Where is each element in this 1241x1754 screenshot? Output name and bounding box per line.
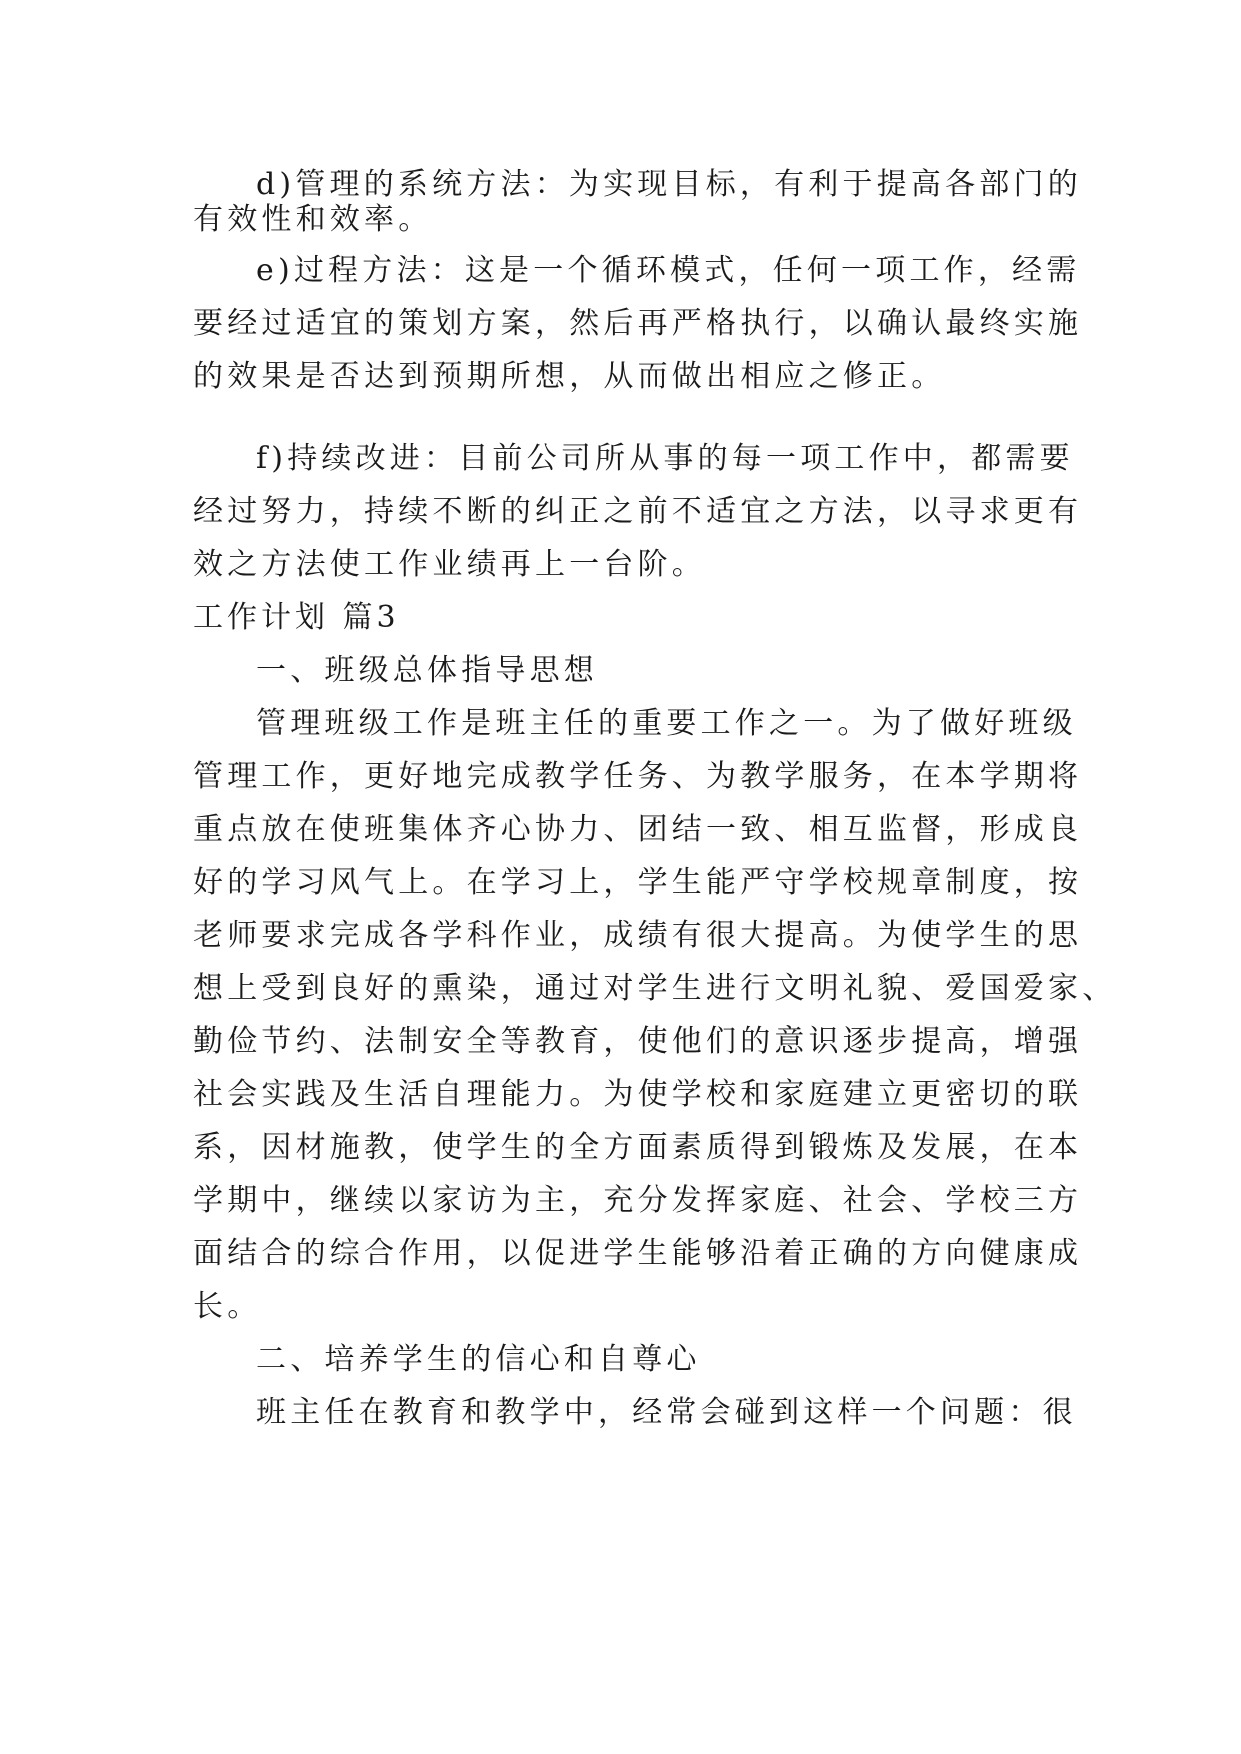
subsection-heading: 一、班级总体指导思想 — [256, 653, 598, 688]
text-line: 长。 — [193, 1289, 262, 1324]
text-line: 重点放在使班集体齐心协力、团结一致、相互监督，形成良 — [193, 812, 1083, 847]
text-line: 老师要求完成各学科作业，成绩有很大提高。为使学生的思 — [193, 918, 1083, 953]
text-line: 效之方法使工作业绩再上一台阶。 — [193, 547, 706, 582]
text-line: 好的学习风气上。在学习上，学生能严守学校规章制度，按 — [193, 865, 1083, 900]
text-line: 学期中，继续以家访为主，充分发挥家庭、社会、学校三方 — [193, 1183, 1083, 1218]
text-line: 要经过适宜的策划方案，然后再严格执行，以确认最终实施 — [193, 306, 1083, 341]
text-line: 社会实践及生活自理能力。为使学校和家庭建立更密切的联 — [193, 1077, 1083, 1112]
text-line: 管理班级工作是班主任的重要工作之一。为了做好班级 — [256, 706, 1077, 741]
text-line: e)过程方法：这是一个循环模式，任何一项工作，经需 — [256, 253, 1081, 288]
text-line: 系，因材施教，使学生的全方面素质得到锻炼及发展，在本 — [193, 1130, 1083, 1165]
text-line: 经过努力，持续不断的纠正之前不适宜之方法，以寻求更有 — [193, 494, 1083, 529]
section-heading: 工作计划 篇3 — [193, 600, 400, 635]
text-line: d)管理的系统方法：为实现目标，有利于提高各部门的 — [256, 167, 1082, 202]
text-line: 勤俭节约、法制安全等教育，使他们的意识逐步提高，增强 — [193, 1024, 1083, 1059]
text-line: 班主任在教育和教学中，经常会碰到这样一个问题：很 — [256, 1395, 1077, 1430]
text-line: 的效果是否达到预期所想，从而做出相应之修正。 — [193, 359, 946, 394]
text-line: 有效性和效率。 — [193, 202, 433, 237]
text-line: f)持续改进：目前公司所从事的每一项工作中，都需要 — [256, 441, 1074, 476]
text-line: 想上受到良好的熏染，通过对学生进行文明礼貌、爱国爱家、 — [193, 971, 1117, 1006]
text-line: 管理工作，更好地完成教学任务、为教学服务，在本学期将 — [193, 759, 1083, 794]
subsection-heading: 二、培养学生的信心和自尊心 — [256, 1342, 701, 1377]
text-line: 面结合的综合作用，以促进学生能够沿着正确的方向健康成 — [193, 1236, 1083, 1271]
